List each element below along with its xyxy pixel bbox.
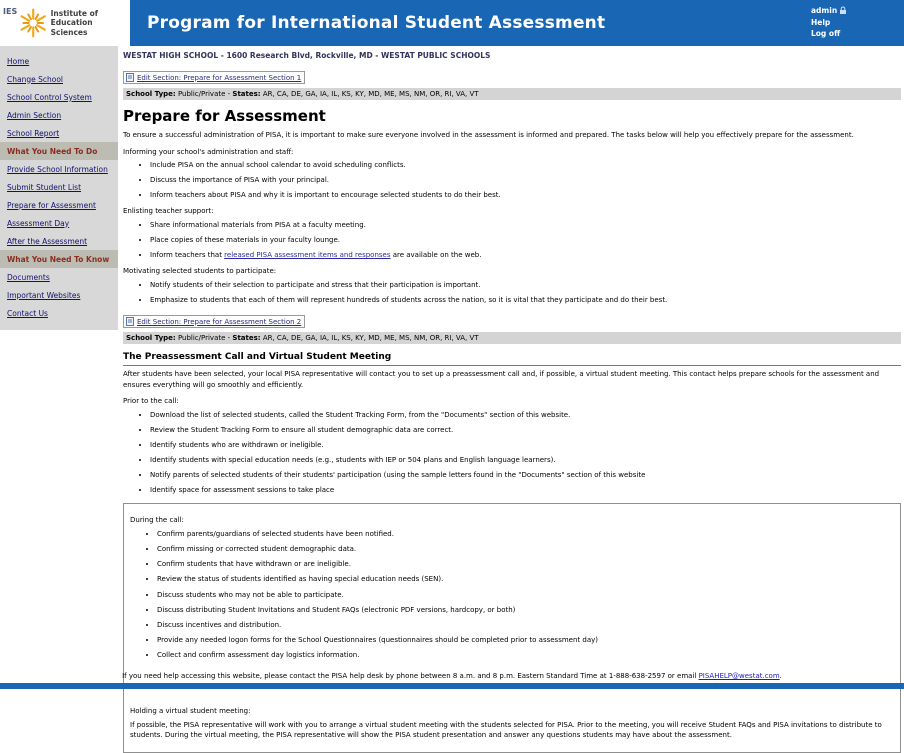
school-type-label: School Type: xyxy=(126,90,176,98)
page-banner-title: Program for International Student Assessment xyxy=(147,13,606,33)
footer-text-post: . xyxy=(779,672,782,680)
lock-icon xyxy=(839,6,847,15)
sidebar-item-admin-section[interactable]: Admin Section xyxy=(7,110,62,120)
list-item: • Collect and confirm assessment day logistics information. xyxy=(157,650,894,660)
edit-section-2-link[interactable] xyxy=(123,315,305,328)
org-name xyxy=(51,9,128,37)
user-links xyxy=(811,5,847,40)
section-2-intro: After students have been selected, your local PISA representative will contact you to set up a preassessment call and, if possible, a virtual student meeting. This contact helps prepare schools for the assessment and ensures everything will go smoothly and efficiently. xyxy=(123,370,880,389)
banner xyxy=(130,0,904,46)
sidebar-item-school-report[interactable]: School Report xyxy=(7,128,60,138)
admin-link[interactable]: admin xyxy=(811,6,838,15)
content-layout xyxy=(0,46,904,753)
school-type-value: Public/Private xyxy=(177,334,226,343)
list-item: • Share informational materials from PISA at a faculty meeting. xyxy=(150,220,901,230)
list-item: • Discuss students who may not be able to participate. xyxy=(157,590,894,600)
states-value: AR, CA, DE, GA, IA, IL, KS, KY, MD, ME, MS, NM, OR, RI, VA, VT xyxy=(262,90,479,98)
list-item: • Discuss incentives and distribution. xyxy=(157,620,894,630)
list-item xyxy=(150,250,901,260)
org-name-line1: Institute of xyxy=(50,8,98,18)
sidebar-item-home[interactable]: Home xyxy=(7,56,30,66)
meta-separator: - xyxy=(227,90,231,98)
section-1-intro: To ensure a successful administration of PISA, it is important to make sure everyone involved in the assessment is informed and prepared. The tasks below will help you effectively prepare for the assessment. xyxy=(123,131,854,139)
help-link[interactable]: Help xyxy=(811,17,831,27)
holding-meeting-text: If possible, the PISA representative will work with you to arrange a virtual student meeting with the students selected for PISA. Prior to the meeting, you will receive Student FAQs and PISA invitations to distribute to students. During the virtual meeting, the PISA representative will show the PISA student presentation and answer any questions students may have about the assessment. xyxy=(130,720,882,740)
sidebar-item-provide-school-information[interactable]: Provide School Information xyxy=(7,164,108,174)
edit-section-2-row xyxy=(123,311,901,330)
sidebar-item-documents[interactable]: Documents xyxy=(7,272,50,282)
informing-label: Informing your school's administration and staff: xyxy=(123,147,294,156)
during-call-label: During the call: xyxy=(130,516,184,525)
bullet-text-post: are available on the web. xyxy=(390,251,482,260)
footer-bar xyxy=(0,683,904,689)
school-type-label: School Type: xyxy=(126,334,176,343)
app-header xyxy=(0,0,904,46)
edit-doc-icon xyxy=(126,73,134,82)
edit-link-label: Edit Section: Prepare for Assessment Section 2 xyxy=(137,317,302,326)
states-label: States: xyxy=(232,90,261,98)
ies-logo xyxy=(0,0,130,46)
during-call-box xyxy=(123,503,901,752)
sidebar xyxy=(0,46,118,330)
footer-help-text xyxy=(0,672,904,680)
edit-link-label: Edit Section: Prepare for Assessment Section 1 xyxy=(137,73,302,82)
list-item: • Review the status of students identified as having special education needs (SEN). xyxy=(157,574,894,584)
list-item: • Provide any needed logon forms for the School Questionnaires (questionnaires should be completed prior to assessment day) xyxy=(157,635,894,645)
section-2-meta xyxy=(123,332,901,344)
list-item: • Discuss the importance of PISA with your principal. xyxy=(150,175,901,185)
prior-to-call-label: Prior to the call: xyxy=(123,397,179,406)
school-type-value: Public/Private xyxy=(177,90,226,98)
sidebar-item-after-the-assessment[interactable]: After the Assessment xyxy=(7,236,88,246)
list-item: • Confirm students that have withdrawn or are ineligible. xyxy=(157,559,894,569)
sidebar-item-change-school[interactable]: Change School xyxy=(7,74,63,84)
list-item: • Place copies of these materials in your faculty lounge. xyxy=(150,235,901,245)
list-item: • Identify students who are withdrawn or ineligible. xyxy=(150,440,901,450)
meta-separator: - xyxy=(227,334,231,343)
states-value: AR, CA, DE, GA, IA, IL, KS, KY, MD, ME, MS, NM, OR, RI, VA, VT xyxy=(262,334,479,343)
list-item: • Inform teachers about PISA and why it is important to encourage selected students to do their best. xyxy=(150,190,901,200)
list-item: • Notify students of their selection to participate and stress that their participation is important. xyxy=(150,280,901,290)
main-content xyxy=(118,46,904,753)
list-item: • Include PISA on the annual school calendar to avoid scheduling conflicts. xyxy=(150,160,901,170)
list-item: • Identify space for assessment sessions to take place xyxy=(150,485,901,495)
edit-section-1-row xyxy=(123,67,901,86)
sidebar-item-assessment-day[interactable]: Assessment Day xyxy=(7,218,70,228)
list-item: • Download the list of selected students, called the Student Tracking Form, from the "Documents" section of this website. xyxy=(150,410,901,420)
sidebar-header-what-you-need-to-know: What You Need To Know xyxy=(0,250,118,268)
section-2-title: The Preassessment Call and Virtual Student Meeting xyxy=(123,352,901,366)
footer-text-pre: If you need help accessing this website, please contact the PISA help desk by phone between 8 a.m. and 8 p.m. Eastern Standard Time at 1-888-638-2597 or email xyxy=(122,672,699,680)
org-name-line2: Education Sciences xyxy=(50,18,93,37)
list-item: • Discuss distributing Student Invitations and Student FAQs (electronic PDF versions, hardcopy, or both) xyxy=(157,605,894,615)
list-item: • Emphasize to students that each of them will represent hundreds of students across the nation, so it is vital that they participate and do their best. xyxy=(150,295,901,305)
sidebar-item-school-control-system[interactable]: School Control System xyxy=(7,92,92,102)
sidebar-header-what-you-need-to-do: What You Need To Do xyxy=(0,142,118,160)
sidebar-item-contact-us[interactable]: Contact Us xyxy=(7,308,48,318)
page-title: Prepare for Assessment xyxy=(123,107,326,125)
sidebar-item-submit-student-list[interactable]: Submit Student List xyxy=(7,182,82,192)
edit-section-1-link[interactable] xyxy=(123,71,305,84)
bullet-text-pre: Inform teachers that xyxy=(150,251,225,260)
holding-meeting-label: Holding a virtual student meeting: xyxy=(130,707,251,716)
motivating-list xyxy=(123,280,901,305)
list-item: • Confirm missing or corrected student demographic data. xyxy=(157,544,894,554)
helpdesk-email-link[interactable]: PISAHELP@westat.com xyxy=(698,672,780,680)
section-1-meta xyxy=(123,88,901,100)
edit-doc-icon xyxy=(126,317,134,326)
list-item: • Review the Student Tracking Form to ensure all student demographic data are correct. xyxy=(150,425,901,435)
list-item: • Identify students with special education needs (e.g., students with IEP or 504 plans and English language learners). xyxy=(150,455,901,465)
list-item: • Notify parents of selected students of their students' participation (using the sample letters found in the "Documents" section of this website xyxy=(150,470,901,480)
motivating-label: Motivating selected students to participate: xyxy=(123,267,277,276)
school-banner: WESTAT HIGH SCHOOL - 1600 Research Blvd, Rockville, MD - WESTAT PUBLIC SCHOOLS xyxy=(123,51,491,60)
sidebar-item-prepare-for-assessment[interactable]: Prepare for Assessment xyxy=(7,200,96,210)
ies-abbr-text: IES xyxy=(3,7,18,16)
informing-list xyxy=(123,160,901,200)
enlisting-label: Enlisting teacher support: xyxy=(123,207,214,216)
list-item: • Confirm parents/guardians of selected students have been notified. xyxy=(157,529,894,539)
sidebar-item-important-websites[interactable]: Important Websites xyxy=(7,290,81,300)
sunburst-icon xyxy=(18,5,48,41)
prior-to-call-list xyxy=(123,410,901,496)
released-items-link[interactable]: released PISA assessment items and responses xyxy=(224,251,391,260)
logoff-link[interactable]: Log off xyxy=(811,29,841,39)
states-label: States: xyxy=(232,334,261,343)
during-call-list xyxy=(130,529,894,660)
enlisting-list xyxy=(123,220,901,260)
